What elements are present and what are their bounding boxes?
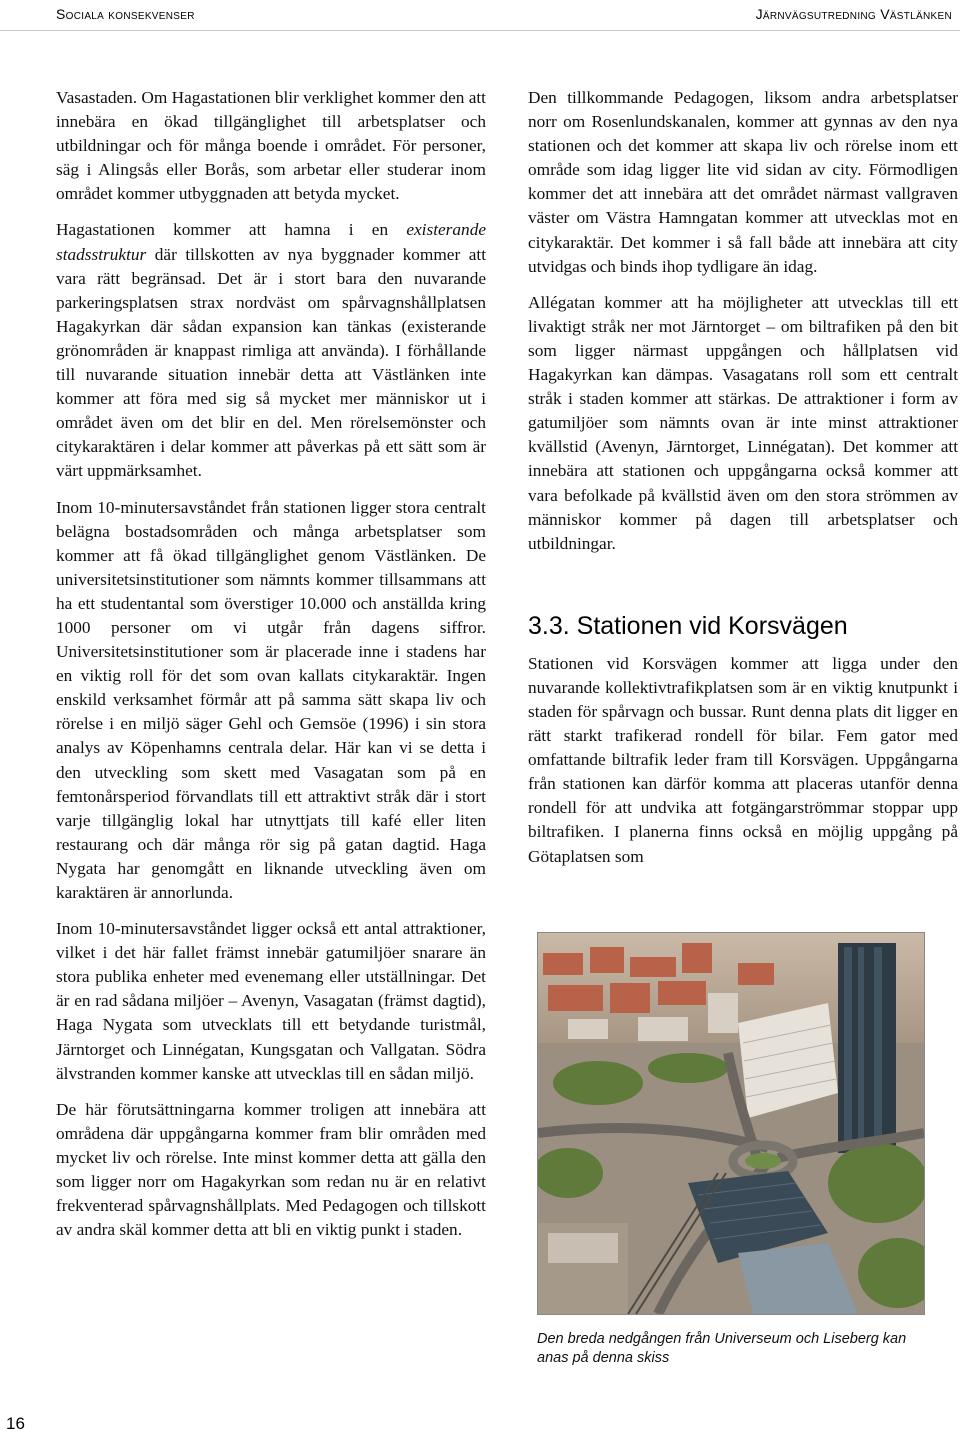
page-number [0,1402,44,1434]
paragraph: De här förutsättningarna kommer troligen att innebära att områdena där uppgångarna kommer fram blir områden med mycket liv och rörelse. Inte minst kommer detta att gälla den som ligger norr om Hagakyrkan som redan nu är en relativt frekventerad spårvagnshållplats. Med Pedagogen och tillskott av andra skäl kommer detta att bli en viktig punkt i staden. [56,1099,486,1240]
aerial-city-photo [537,932,925,1315]
figure-caption: Den breda nedgången från Universeum och Liseberg kan anas på denna skiss [537,1331,907,1366]
paragraph: Stationen vid Korsvägen kommer att ligga under den nuvarande kollektivtrafikplatsen som är en viktig knutpunkt i staden för spårvagn och bussar. Runt denna plats dit ligger en rätt starkt trafikerad rondell för bilar. Fem gator med omfattande biltrafik leder fram till Korsvägen. Uppgångarna från stationen kan därför komma att placeras utanför denna rondell för att undvika att fotgängarströmmar stoppar upp biltrafiken. I planerna finns också en möjlig uppgång på Götaplatsen som [528,653,958,866]
paragraph-text: Hagastationen kommer att hamna i en [56,220,407,240]
paragraph [56,218,486,483]
header-section-title: Sociala konsekvenser [56,6,195,22]
emphasized-term: existerande stadsstruktur [56,220,486,264]
section-heading: 3.3. Stationen vid Korsvägen [528,611,848,640]
paragraph-text: där tillskotten av nya byggnader kommer att vara rätt begränsad. Det är i stort bara den nuvarande parkeringsplatsen strax nordväst om spårvagnshållplatsen Hagakyrkan där sådan expansion kan tänkas (existerande grönområden är knappast rimliga att använda). I förhållande till nuvarande situation innebär detta att Västlänken inte kommer att föra med sig så mycket mer människor ut i området även om det blir en del. Men rörelsemönster och citykaraktären i delar kommer att påverkas på ett sätt som är värt uppmärksamhet. [56,244,486,481]
paragraph: Allégatan kommer att ha möjligheter att utvecklas till ett livaktigt stråk ner mot Järntorget – om biltrafiken på den bit som ligger närmast uppgången och hållplatsen vid Hagakyrkan kan dämpas. Vasagatans roll som ett centralt stråk i staden kommer att stärkas. De attraktioner i form av gatumiljöer som nämnts ovan är inte minst attraktioner kvällstid (Avenyn, Järntorget, Linnégatan). Det kommer att innebära att stationen och uppgångarna också kommer att vara befolkade på kvällstid även om den stora strömmen av människor kommer på dagen till arbetsplatser och utbildningar. [528,292,958,553]
paragraph: Inom 10-minutersavståndet från stationen ligger stora centralt belägna bostadsområden och många arbetsplatser som kommer att få ökad tillgänglighet genom Västlänken. De universitetsinstitutioner som nämnts kommer tillsammans att ha ett studentantal som överstiger 10.000 och anställda kring 1000 personer om vi utgår från dagens siffror. Universitetsinstitutioner som är placerade inne i stadens har en viktig roll för det som ovan kallats citykaraktär. Ingen enskild verksamhet förmår att på samma sätt skapa liv och rörelse i en miljö säger Gehl och Gemsöe (1996) i sin stora analys av Köpenhamns centrala delar. Här kan vi se detta i den utveckling som skett med Vasagatan som på en femtonårsperiod förvandlats till ett attraktivt stråk där i stort varje tillgänglig lokal har utnyttjats till kafé eller liten restaurang och där många rör sig på gatan dagtid. Haga Nygata har genomgått en liknande utveckling även om karaktären är annorlunda. [56,497,486,902]
paragraph: Vasastaden. Om Hagastationen blir verklighet kommer den att innebära en ökad tillgänglighet till arbetsplatser och utbildningar och för många boende i området. För personer, säg i Alingsås eller Borås, som arbetar eller studerar inom området kommer utbyggnaden att betyda mycket. [56,88,486,204]
paragraph: Inom 10-minutersavståndet ligger också ett antal attraktioner, vilket i det här fallet främst innebär gatumiljöer snarare än stora publika enheter med evenemang eller utställningar. Det är en rad sådana miljöer – Avenyn, Vasagatan (främst dagtid), Haga Nygata som utvecklats till ett betydande turistmål, Järntorget och Linnégatan, Kungsgatan och Vallgatan. Södra älvstranden kommer kanske att utvecklas till en sådan miljö. [56,919,486,1083]
header-report-title: Järnvägsutredning Västlänken [755,6,952,22]
page-number-text: 16 [6,1414,25,1433]
right-text-column [528,86,958,881]
paragraph: Den tillkommande Pedagogen, liksom andra arbetsplatser norr om Rosenlundskanalen, kommer att gynnas av den nya stationen och det kommer att skapa liv och rörelse inom ett område som idag ligger lite vid sidan av city. Förmodligen kommer det att innebära att det området närmast vallgraven väster om Västra Hamngatan kommer att utvecklas mot en citykaraktär. Det kommer i så fall både att innebära att city utvidgas och binds ihop tydligare än idag. [528,88,958,276]
left-text-column [56,86,486,1254]
running-header [0,0,960,31]
